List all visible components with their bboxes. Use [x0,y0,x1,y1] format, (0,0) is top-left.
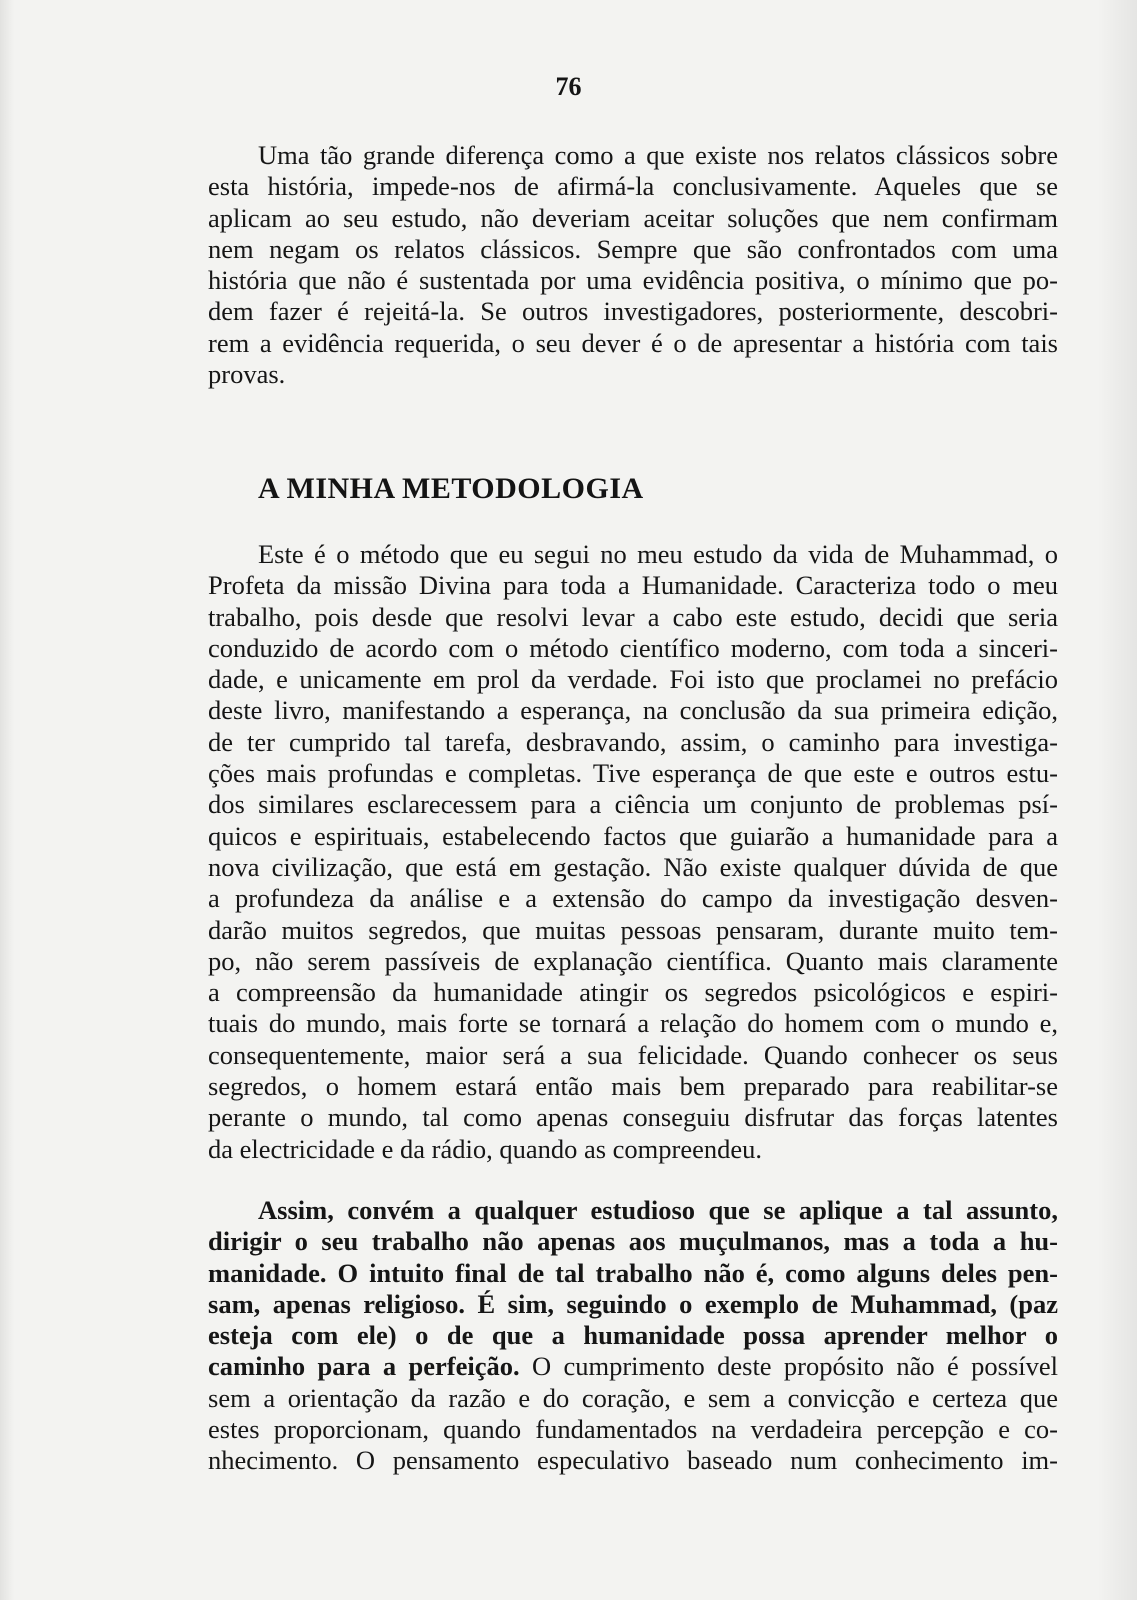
paragraph-line: dos similares esclarecessem para a ciência um conjunto de problemas psí- [208,789,1058,820]
paragraph-line: deste livro, manifestando a esperança, na conclusão da sua primeira edição, [208,695,1058,726]
paragraph-bold-fragment: caminho para a perfeição. [208,1351,520,1382]
page-number: 76 [555,72,582,101]
paragraph-line: Profeta da missão Divina para toda a Humanidade. Caracteriza todo o meu [208,570,1058,601]
paragraph-line: trabalho, pois desde que resolvi levar a cabo este estudo, decidi que seria [208,601,1058,632]
paragraph-line: darão muitos segredos, que muitas pessoas pensaram, durante muito tem- [208,914,1058,945]
paragraph-line: dade, e unicamente em prol da verdade. Foi isto que proclamei no prefácio [208,664,1058,695]
paragraph-line: história que não é sustentada por uma evidência positiva, o mínimo que po- [208,265,1058,296]
paragraph-line: nhecimento. O pensamento especulativo baseado num conhecimento im- [208,1445,1058,1476]
paragraph-line: provas. [208,359,286,390]
paragraph-line: Assim, convém a qualquer estudioso que se aplique a tal assunto, [258,1195,1058,1225]
paragraph-2 [208,539,1058,1165]
paragraph-line: conduzido de acordo com o método científico moderno, com toda a sinceri- [208,632,1058,663]
paragraph-line: consequentemente, maior será a sua felicidade. Quando conhecer os seus [208,1039,1058,1070]
page-left-edge [0,0,14,1600]
paragraph-line: sem a orientação da razão e do coração, e sem a convicção e certeza que [208,1382,1058,1413]
paragraph-line: da electricidade e da rádio, quando as compreendeu. [208,1133,763,1164]
paragraph-line: segredos, o homem estará então mais bem preparado para reabilitar-se [208,1071,1058,1102]
paragraph-line: estes proporcionam, quando fundamentados na verdadeira percepção e co- [208,1414,1058,1445]
paragraph-line: Uma tão grande diferença como a que existe nos relatos clássicos sobre [258,140,1058,170]
section-heading: A MINHA METODOLOGIA [258,472,644,505]
paragraph-line: po, não serem passíveis de explanação científica. Quanto mais claramente [208,945,1058,976]
paragraph-1 [208,140,1058,390]
paragraph-line: nem negam os relatos clássicos. Sempre que são confrontados com uma [208,233,1058,264]
paragraph-line: de ter cumprido tal tarefa, desbravando, assim, o caminho para investiga- [208,726,1058,757]
paragraph-line: sam, apenas religioso. É sim, seguindo o exemplo de Muhammad, (paz [208,1288,1058,1319]
paragraph-line: aplicam ao seu estudo, não deveriam aceitar soluções que nem confirmam [208,202,1058,233]
paragraph-line: perante o mundo, tal como apenas conseguiu disfrutar das forças latentes [208,1102,1058,1133]
paragraph-line: manidade. O intuito final de tal trabalho não é, como alguns deles pen- [208,1257,1058,1288]
paragraph-line: a compreensão da humanidade atingir os segredos psicológicos e espiri- [208,977,1058,1008]
paragraph-line-mixed [208,1351,1058,1382]
paragraph-line: rem a evidência requerida, o seu dever é o de apresentar a história com tais [208,327,1058,358]
paragraph-line: Este é o método que eu segui no meu estudo da vida de Muhammad, o [258,539,1058,569]
paragraph-line: ções mais profundas e completas. Tive esperança de que este e outros estu- [208,758,1058,789]
paragraph-line: tuais do mundo, mais forte se tornará a relação do homem com o mundo e, [208,1008,1058,1039]
paragraph-line: dirigir o seu trabalho não apenas aos muçulmanos, mas a toda a hu- [208,1226,1058,1257]
paragraph-line: dem fazer é rejeitá-la. Se outros investigadores, posteriormente, descobri- [208,296,1058,327]
paragraph-line: esteja com ele) o de que a humanidade possa aprender melhor o [208,1320,1058,1351]
paragraph-line: nova civilização, que está em gestação. Não existe qualquer dúvida de que [208,851,1058,882]
paragraph-line: esta história, impede-nos de afirmá-la conclusivamente. Aqueles que se [208,171,1058,202]
paragraph-3-bold-part [208,1195,1058,1351]
page-right-edge-shadow [1097,0,1137,1600]
paragraph-line: quicos e espirituais, estabelecendo factos que guiarão a humanidade para a [208,820,1058,851]
paragraph-regular-fragment: O cumprimento deste propósito não é possível [519,1351,1058,1382]
paragraph-3 [208,1195,1058,1477]
paragraph-line: a profundeza da análise e a extensão do campo da investigação desven- [208,883,1058,914]
